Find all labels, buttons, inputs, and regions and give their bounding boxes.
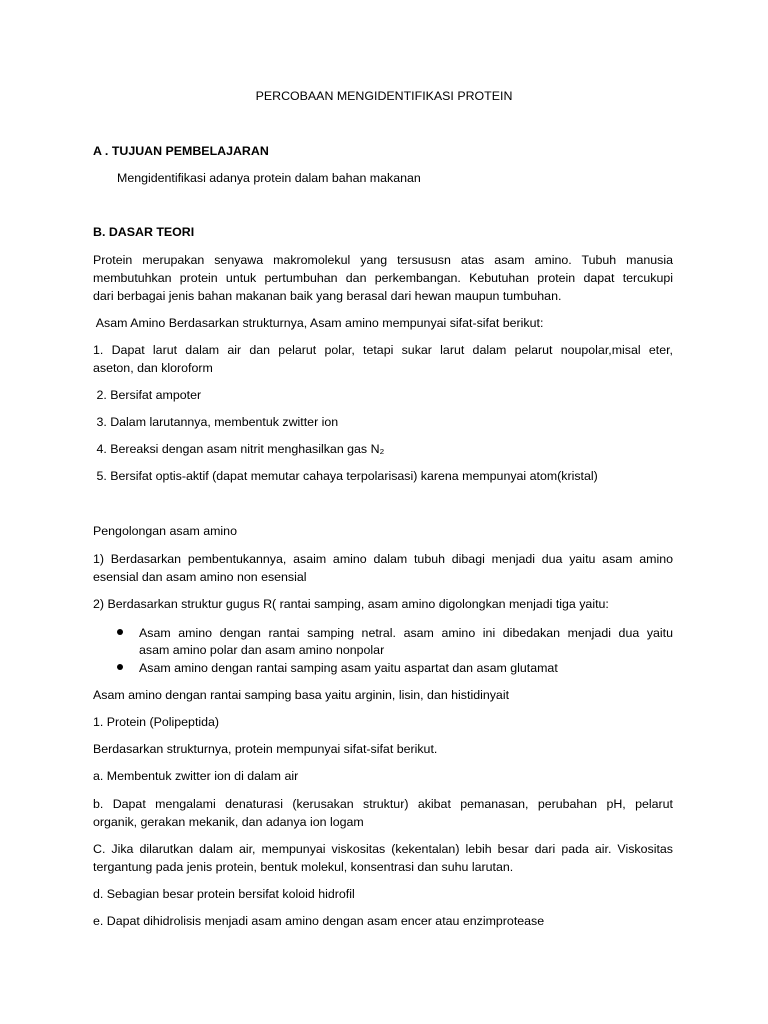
intro-line-1: Protein merupakan senyawa makromolekul yang tersususn atas asam amino. Tubuh manusia bbox=[93, 253, 673, 267]
section-b-heading: B. DASAR TEORI bbox=[93, 225, 195, 239]
bullet-dot bbox=[117, 664, 123, 670]
protein-property-b-line-2: organik, gerakan mekanik, dan adanya ion logam bbox=[93, 815, 364, 829]
classification-2: 2) Berdasarkan struktur gugus R( rantai samping, asam amino digolongkan menjadi tiga yaitu: bbox=[93, 597, 609, 611]
bullet-dot bbox=[117, 629, 123, 635]
protein-property-c-line-1: C. Jika dilarutkan dalam air, mempunyai viskositas (kekentalan) lebih besar dari pada air. Viskositas bbox=[93, 842, 673, 856]
protein-property-c-line-2: tergantung pada jenis protein, bentuk molekul, konsentrasi dan suhu larutan. bbox=[93, 860, 514, 874]
protein-property-a: a. Membentuk zwitter ion di dalam air bbox=[93, 769, 299, 783]
property-5: 5. Bersifat optis-aktif (dapat memutar cahaya terpolarisasi) karena mempunyai atom(kristal) bbox=[93, 469, 598, 483]
bullet-2: Asam amino dengan rantai samping asam yaitu aspartat dan asam glutamat bbox=[139, 661, 558, 675]
property-1-line-2: aseton, dan kloroform bbox=[93, 361, 213, 375]
classification-1-line-1: 1) Berdasarkan pembentukannya, asaim amino dalam tubuh dibagi menjadi dua yaitu asam amino bbox=[93, 552, 673, 566]
intro-line-3: dari berbagai jenis bahan makanan baik yang berasal dari hewan maupun tumbuhan. bbox=[93, 289, 562, 303]
property-4: 4. Bereaksi dengan asam nitrit menghasilkan gas N₂ bbox=[93, 442, 385, 456]
property-2: 2. Bersifat ampoter bbox=[93, 388, 202, 402]
section-a-text: Mengidentifikasi adanya protein dalam bahan makanan bbox=[117, 171, 421, 185]
classification-1-line-2: esensial dan asam amino non esensial bbox=[93, 570, 307, 584]
classification-heading: Pengolongan asam amino bbox=[93, 524, 237, 538]
bullet-1-line-2: asam amino polar dan asam amino nonpolar bbox=[139, 643, 385, 657]
protein-property-d: d. Sebagian besar protein bersifat koloid hidrofil bbox=[93, 887, 355, 901]
protein-intro: Berdasarkan strukturnya, protein mempunyai sifat-sifat berikut. bbox=[93, 742, 438, 756]
protein-property-b-line-1: b. Dapat mengalami denaturasi (kerusakan struktur) akibat pemanasan, perubahan pH, pelarut bbox=[93, 797, 673, 811]
basic-side-chain: Asam amino dengan rantai samping basa yaitu arginin, lisin, dan histidinyait bbox=[93, 688, 510, 702]
property-1-line-1: 1. Dapat larut dalam air dan pelarut polar, tetapi sukar larut dalam pelarut noupolar,misal eter, bbox=[93, 343, 673, 357]
section-a-heading: A . TUJUAN PEMBELAJARAN bbox=[93, 144, 269, 158]
protein-heading: 1. Protein (Polipeptida) bbox=[93, 715, 220, 729]
bullet-1-line-1: Asam amino dengan rantai samping netral. asam amino ini dibedakan menjadi dua yaitu bbox=[139, 626, 673, 640]
property-3: 3. Dalam larutannya, membentuk zwitter ion bbox=[93, 415, 339, 429]
amino-intro: Asam Amino Berdasarkan strukturnya, Asam amino mempunyai sifat-sifat berikut: bbox=[93, 316, 544, 330]
protein-property-e: e. Dapat dihidrolisis menjadi asam amino dengan asam encer atau enzimprotease bbox=[93, 914, 545, 928]
intro-line-2: membutuhkan protein untuk pertumbuhan dan perkembangan. Kebutuhan protein dapat tercukupi bbox=[93, 271, 673, 285]
document-title: PERCOBAAN MENGIDENTIFIKASI PROTEIN bbox=[255, 89, 513, 103]
